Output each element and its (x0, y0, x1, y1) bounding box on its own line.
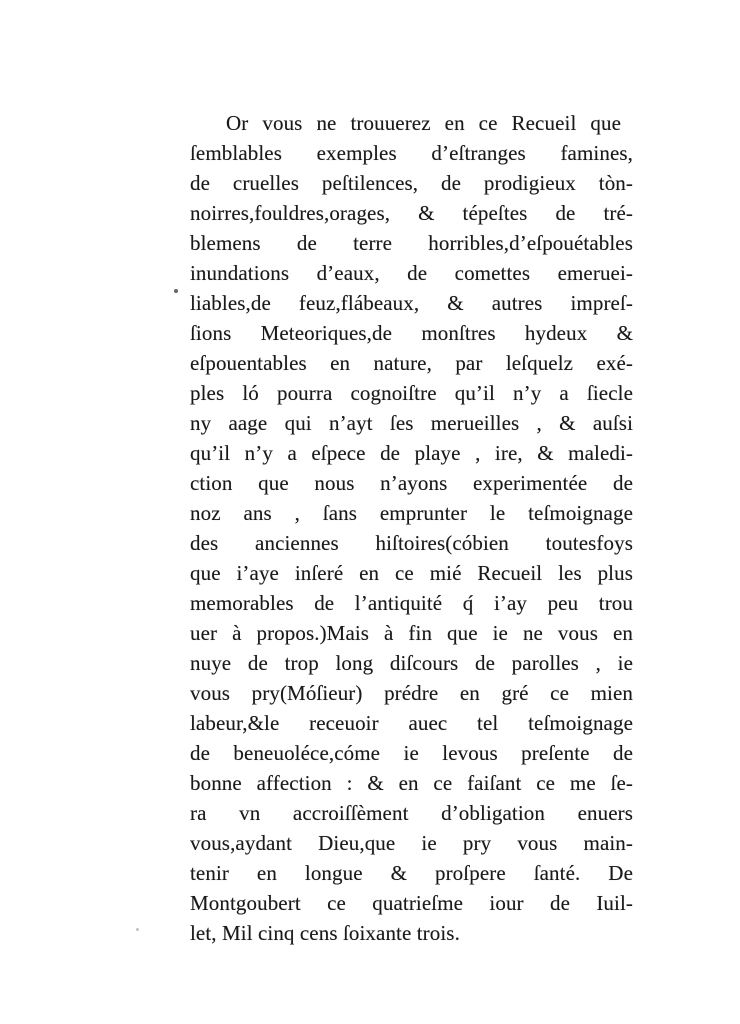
text-line: ſemblables exemples d’eſtranges famines, (190, 141, 633, 165)
text-line: Or vous ne trouuerez en ce Recueil que (226, 111, 621, 135)
text-line: vous pry(Móſieur) prédre en gré ce mien (190, 681, 633, 705)
text-line: ra vn accroiſſèment d’obligation enuers (190, 801, 633, 825)
text-line: qu’il n’y a eſpece de playe , ire, & maledi- (190, 441, 633, 465)
text-line: labeur,&le receuoir auec tel teſmoignage (190, 711, 633, 735)
text-line: ples ló pourra cognoiſtre qu’il n’y a ſiecle (190, 381, 633, 405)
scan-speck (136, 928, 139, 931)
text-line: de beneuoléce,cóme ie levous preſente de (190, 741, 633, 765)
text-line: de cruelles peſtilences, de prodigieux tòn- (190, 171, 633, 195)
text-line: memorables de l’antiquité q́ i’ay peu trou (190, 591, 633, 615)
text-line: eſpouentables en nature, par leſquelz exé- (190, 351, 633, 375)
text-line: tenir en longue & proſpere ſanté. De (190, 861, 633, 885)
text-line: ny aage qui n’ayt ſes merueilles , & auſsi (190, 411, 633, 435)
text-line: ction que nous n’ayons experimentée de (190, 471, 633, 495)
dedication-paragraph (190, 108, 633, 948)
text-line: noirres,fouldres,orages, & tépeſtes de tré- (190, 201, 633, 225)
text-line: inundations d’eaux, de comettes emeruei- (190, 261, 633, 285)
text-line: ſions Meteoriques,de monſtres hydeux & (190, 321, 633, 345)
text-line: des anciennes hiſtoires(cóbien toutesfoys (190, 531, 633, 555)
text-line: noz ans , ſans emprunter le teſmoignage (190, 501, 633, 525)
text-line: nuye de trop long diſcours de parolles , ie (190, 651, 633, 675)
text-line: Montgoubert ce quatrieſme iour de Iuil- (190, 891, 633, 915)
text-line: uer à propos.)Mais à fin que ie ne vous en (190, 621, 633, 645)
text-line: vous,aydant Dieu,que ie pry vous main- (190, 831, 633, 855)
text-line: let, Mil cinq cens ſoixante trois. (190, 921, 460, 945)
text-line: que i’aye inſeré en ce mié Recueil les plus (190, 561, 633, 585)
scan-speck (174, 289, 178, 293)
text-line: bonne affection : & en ce faiſant ce me ſe- (190, 771, 633, 795)
text-line: blemens de terre horribles,d’eſpouétables (190, 231, 633, 255)
text-line: liables,de feuz,flábeaux, & autres impreſ- (190, 291, 633, 315)
